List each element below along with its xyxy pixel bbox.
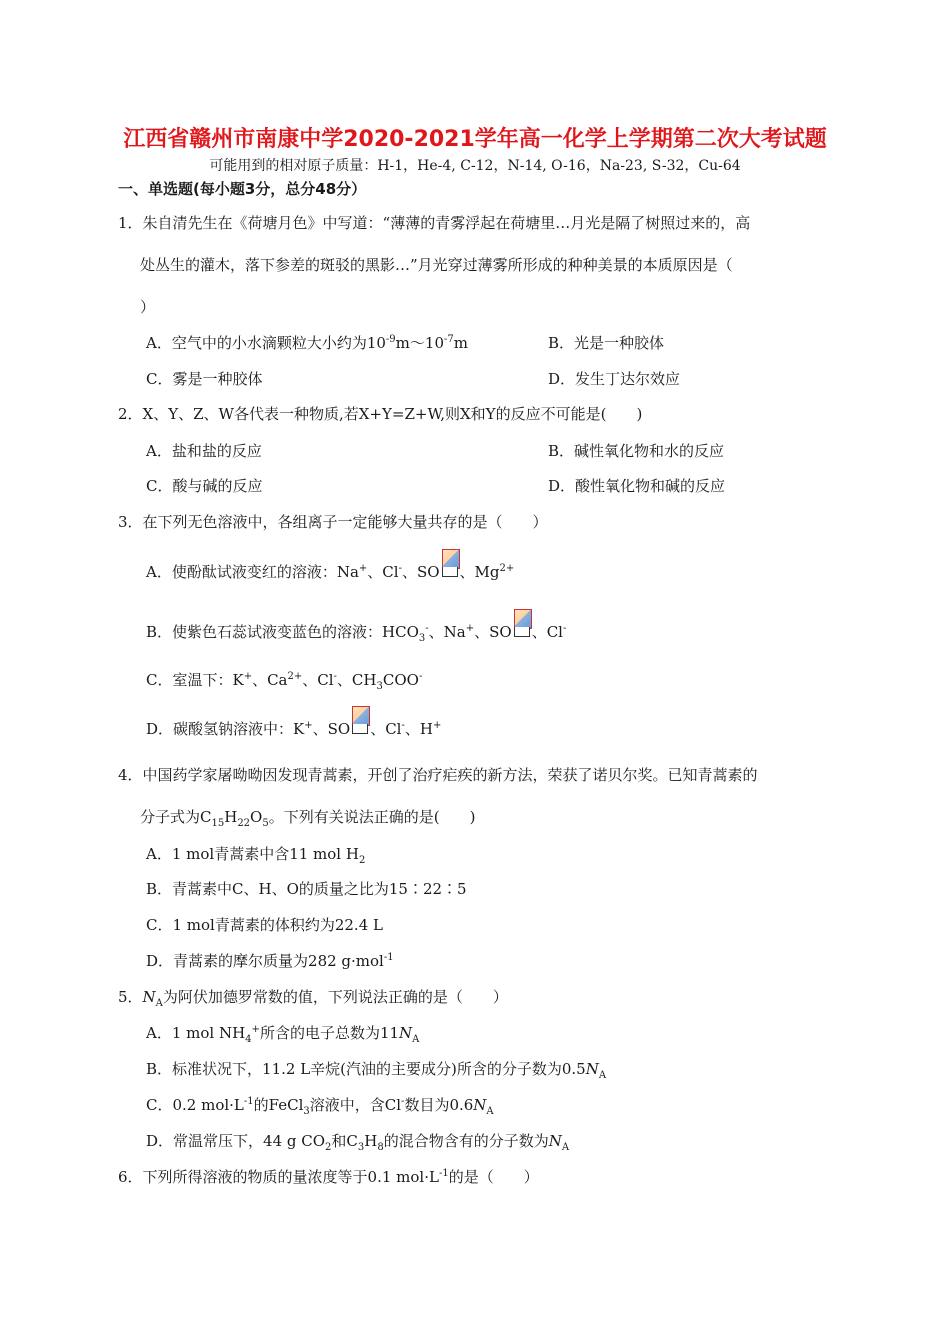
q1-option-c: C．雾是一种胶体 [146, 370, 263, 388]
sulfate-ion-image [440, 563, 460, 577]
q2-option-c: C．酸与碱的反应 [146, 477, 263, 495]
q1-stem-line1: 1．朱自清先生在《荷塘月色》中写道：“薄薄的青雾浮起在荷塘里…月光是隔了树照过来的，高 [118, 214, 751, 232]
q2-stem: 2．X、Y、Z、W各代表一种物质,若X+Y=Z+W,则X和Y的反应不可能是( ) [118, 405, 643, 423]
q5-option-b: B．标准状况下，11.2 L辛烷(汽油的主要成分)所含的分子数为$0.5N_A$ [146, 1060, 607, 1081]
section-heading: 一、单选题(每小题3分，总分48分） [118, 180, 367, 198]
q3-stem: 3．在下列无色溶液中，各组离子一定能够大量共存的是（ ） [118, 513, 548, 531]
q1-option-a: A．空气中的小水滴颗粒大小约为$10^{-9}m\sim 10^{-7}m$ [146, 334, 468, 352]
q2-option-a: A．盐和盐的反应 [146, 442, 262, 460]
q1-option-d: D．发生丁达尔效应 [548, 370, 681, 388]
q4-option-c: C．1 mol青蒿素的体积约为22.4 L [146, 916, 383, 934]
q2-option-d: D．酸性氧化物和碱的反应 [548, 477, 726, 495]
exam-title: 江西省赣州市南康中学2020-2021学年高一化学上学期第二次大考试题 [123, 127, 827, 152]
q4-stem-line2: 分子式为$C_{15}H_{22}O_5$。下列有关说法正确的是( ) [140, 808, 476, 829]
q3-option-d: D．碳酸氢钠溶液中：K+、SO 、Cl-、H+ [146, 718, 441, 739]
q2-option-b: B．碱性氧化物和水的反应 [548, 442, 725, 460]
sulfate-ion-image [350, 720, 370, 734]
q3-option-c: C．室温下：K+、$Ca^{2+}$、Cl-、$CH_3COO^-$ [146, 671, 423, 692]
q5-option-a: A．1 mol $NH_4^+$所含的电子总数为$11N_A$ [146, 1024, 420, 1045]
q5-stem: 5．$N_A$为阿伏加德罗常数的值，下列说法正确的是（ ） [118, 988, 508, 1009]
q4-option-a: A．1 mol青蒿素中含11 mol $H_2$ [146, 845, 366, 866]
q5-option-c: C．0.2 $mol\cdot L^{-1}$的FeCl$_3$溶液中，含Cl-数目为$0.6N_A$ [146, 1096, 494, 1117]
q1-stem-line2: 处丛生的灌木，落下参差的斑驳的黑影…”月光穿过薄雾所形成的种种美景的本质原因是（ [140, 256, 733, 274]
q3-option-a: A．使酚酞试液变红的溶液：Na+、Cl-、SO 、$Mg^{2+}$ [146, 561, 514, 582]
q6-stem: 6．下列所得溶液的物质的量浓度等于0.1 $mol\cdot L^{-1}$的是（ ） [118, 1168, 539, 1186]
atomic-masses-note: 可能用到的相对原子质量：H-1，He-4, C-12，N-14, O-16，Na-23, S-32，Cu-64 [209, 158, 741, 174]
q1-option-b: B．光是一种胶体 [548, 334, 665, 352]
sulfate-ion-image [512, 623, 532, 637]
q1-stem-line3: ） [140, 298, 156, 316]
q5-option-d: D．常温常压下，44 g $CO_2$和$C_3H_8$的混合物含有的分子数为$N_A$ [146, 1132, 570, 1153]
q3-option-b: B．使紫色石蕊试液变蓝色的溶液：$HCO_3^-$、Na+、SO 、Cl- [146, 621, 566, 642]
q4-option-d: D．青蒿素的摩尔质量为282 g·mol$^{-1}$ [146, 952, 394, 970]
q4-option-b: B．青蒿素中C、H、O的质量之比为15∶22∶5 [146, 880, 467, 898]
q4-stem-line1: 4．中国药学家屠呦呦因发现青蒿素，开创了治疗疟疾的新方法，荣获了诺贝尔奖。已知青蒿素的 [118, 766, 758, 784]
